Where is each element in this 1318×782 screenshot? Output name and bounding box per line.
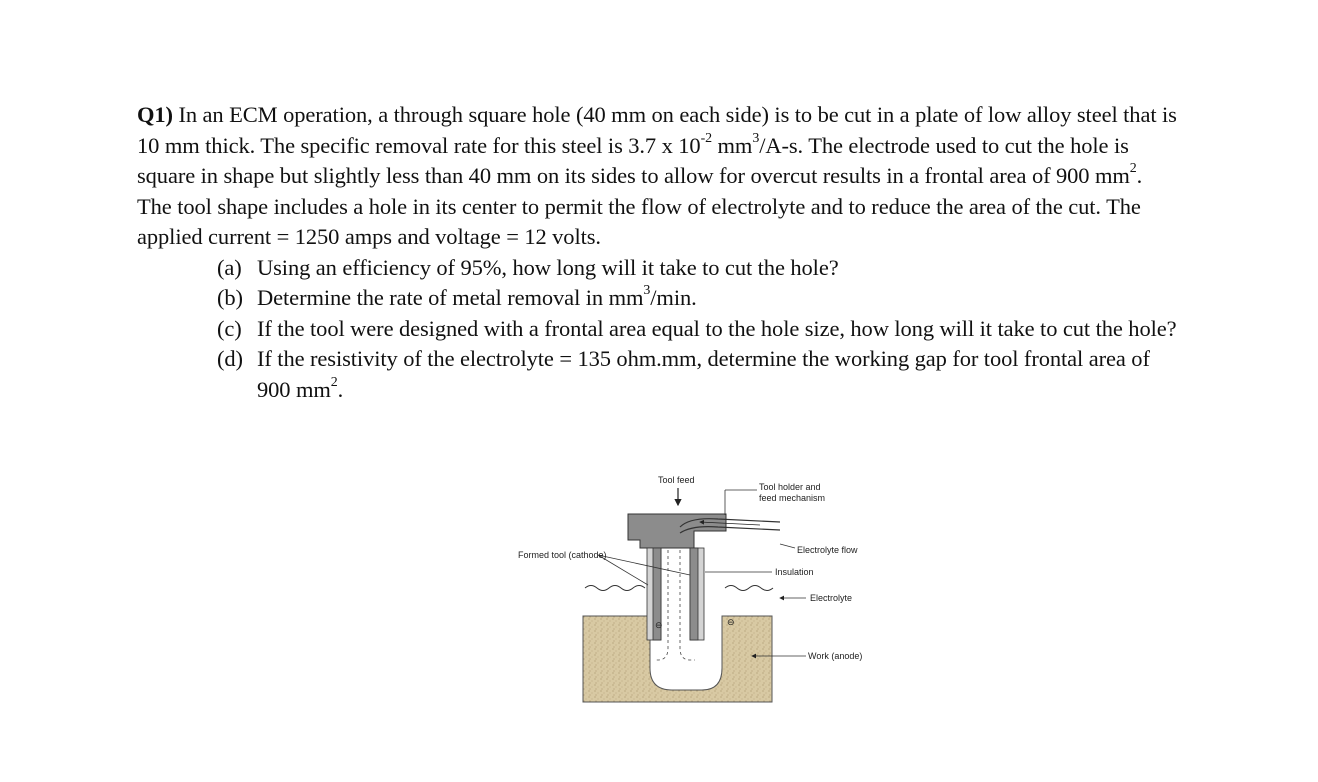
minus-symbol-left: ⊖ xyxy=(655,620,663,630)
label-tool-feed: Tool feed xyxy=(658,475,695,485)
label-tool-holder-1: Tool holder and xyxy=(759,482,821,492)
part-text-end: /min. xyxy=(650,285,697,310)
label-work: Work (anode) xyxy=(808,651,863,661)
question-text-4: . The tool shape includes a hole in its center to permit the flow of electrolyte and to reduce the area of the cut. The applied current = 1250 amps and voltage = 12 volts. xyxy=(137,163,1143,249)
part-label: (a) xyxy=(217,254,242,280)
part-sup: 3 xyxy=(643,283,651,299)
part-text: Using an efficiency of 95%, how long will it take to cut the hole? xyxy=(257,254,839,280)
part-text: If the resistivity of the electrolyte = 135 ohm.mm, determine the working gap for tool frontal area of 900 mm xyxy=(257,346,1150,402)
part-sup: 2 xyxy=(330,374,338,390)
label-tool-holder-2: feed mechanism xyxy=(759,493,826,503)
question-text-1: In an ECM operation, a through square hole (40 mm on each side) is to be cut in a plate of low alloy steel that is 10 mm thick. The specific removal rate for this steel is 3.7 x 10 xyxy=(137,102,1177,158)
exponent-3: 2 xyxy=(1129,161,1137,177)
label-electrolyte-flow: Electrolyte flow xyxy=(797,545,858,555)
question-text-2: mm xyxy=(712,132,753,158)
part-text: Determine the rate of metal removal in mm xyxy=(257,285,644,310)
question-label: Q1) xyxy=(137,102,173,127)
part-label: (d) xyxy=(217,346,243,371)
work-piece xyxy=(583,616,772,702)
tool-wall-right xyxy=(690,548,698,640)
part-text: If the tool were designed with a frontal area equal to the hole size, how long will it take to cut the hole? xyxy=(257,315,1177,341)
electrolyte-surface xyxy=(585,586,773,591)
label-electrolyte: Electrolyte xyxy=(810,593,853,603)
exponent-2: 3 xyxy=(752,130,760,146)
label-formed-tool: Formed tool (cathode) xyxy=(518,550,607,560)
exponent: -2 xyxy=(700,130,712,146)
question-text-3: /A-s. The electrode used to cut the hole is square in shape but slightly less than 40 mm on its sides to allow for overcut results in a frontal area of 900 mm xyxy=(137,132,1130,188)
label-insulation: Insulation xyxy=(775,567,814,577)
part-label: (c) xyxy=(217,315,242,341)
part-label: (b) xyxy=(217,285,243,310)
part-text-end: . xyxy=(337,376,344,402)
minus-symbol-right: ⊖ xyxy=(727,617,735,627)
